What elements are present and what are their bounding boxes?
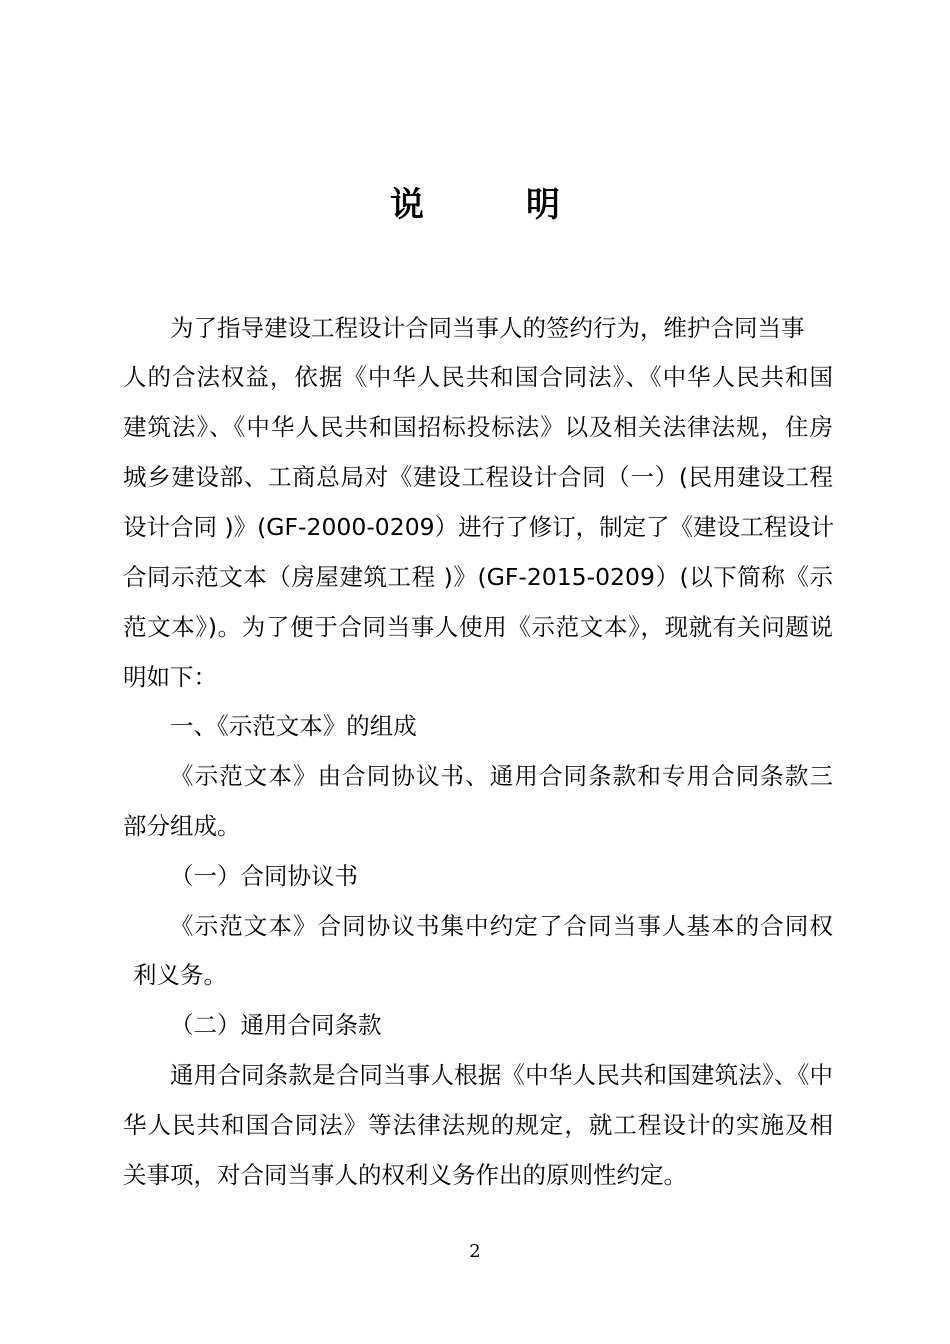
paragraph-3-line-1: 《示范文本》合同协议书集中约定了合同当事人基本的合同权 (170, 912, 833, 940)
subsection-heading-agreement: （一）合同协议书 (170, 862, 358, 890)
paragraph-1-line-7: 范文本》)。为了便于合同当事人使用《示范文本》，现就有关问题说 (123, 613, 833, 641)
paragraph-1-line-4: 城乡建设部、工商总局对《建设工程设计合同（一）(民用建设工程 (123, 463, 833, 491)
paragraph-2-line-1: 《示范文本》由合同协议书、通用合同条款和专用合同条款三 (170, 762, 833, 790)
paragraph-1-line-8: 明如下： (123, 663, 217, 691)
paragraph-1-line-1: 为了指导建设工程设计合同当事人的签约行为，维护合同当事 (170, 314, 805, 342)
subsection-heading-general-terms: （二）通用合同条款 (170, 1011, 382, 1039)
paragraph-1-line-2: 人的合法权益，依据《中华人民共和国合同法》、《中华人民共和国 (123, 363, 833, 391)
paragraph-4-line-2: 华人民共和国合同法》等法律法规的规定，就工程设计的实施及相 (123, 1111, 833, 1139)
paragraph-4-line-1: 通用合同条款是合同当事人根据《中华人民共和国建筑法》、《中 (170, 1061, 833, 1089)
paragraph-4-line-3: 关事项，对合同当事人的权利义务作出的原则性约定。 (123, 1161, 687, 1189)
paragraph-2-line-2: 部分组成。 (123, 812, 241, 840)
document-title: 说 明 (390, 185, 594, 225)
paragraph-1-line-3: 建筑法》、《中华人民共和国招标投标法》以及相关法律法规，住房 (123, 413, 833, 441)
section-heading-composition: 一、《示范文本》的组成 (170, 712, 417, 740)
paragraph-1-line-5: 设计合同 )》(GF-2000-0209）进行了修订，制定了《建设工程设计 (123, 513, 835, 541)
page-number: 2 (469, 1241, 481, 1262)
paragraph-3-line-2: 利义务。 (133, 961, 227, 989)
paragraph-1-line-6: 合同示范文本（房屋建筑工程 )》(GF-2015-0209）(以下简称《示 (123, 563, 833, 591)
